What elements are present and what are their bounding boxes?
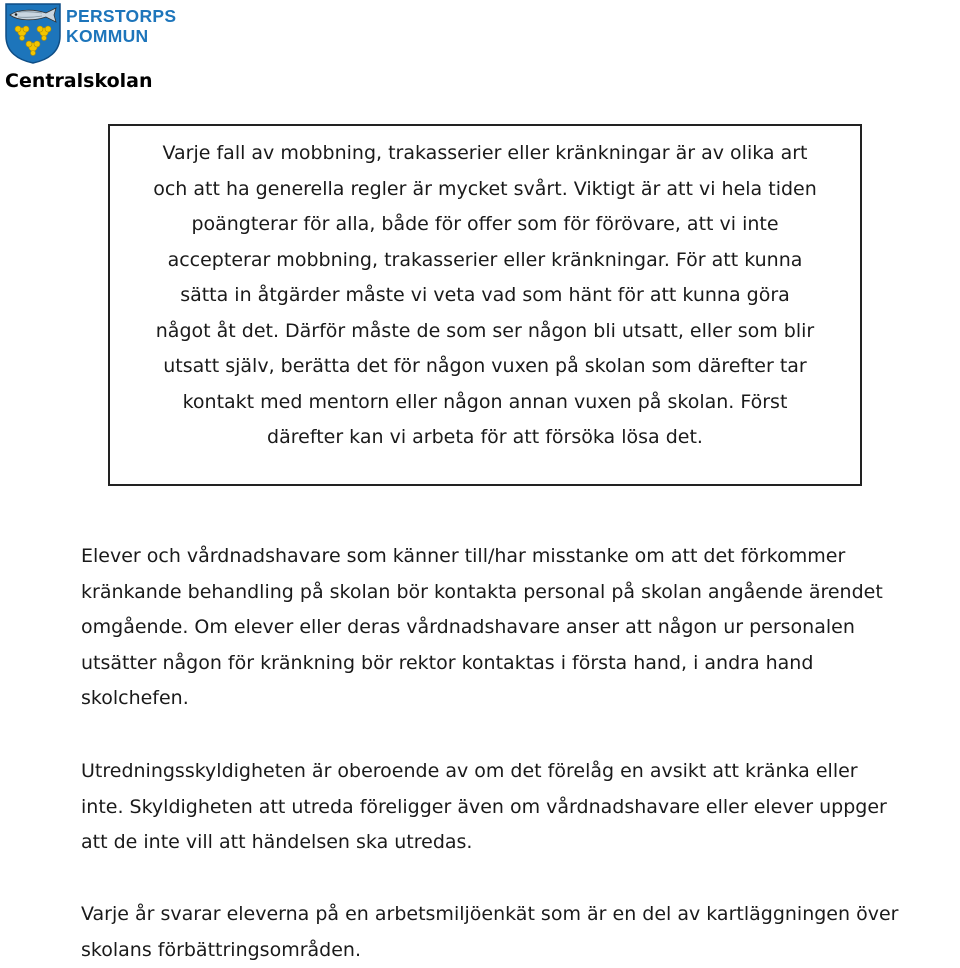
info-box-text	[130, 136, 840, 456]
paragraph-line: kränkande behandling på skolan bör kontakta personal på skolan angående ärendet	[81, 575, 960, 611]
page-header	[4, 2, 176, 64]
info-box-line: och att ha generella regler är mycket svårt. Viktigt är att vi hela tiden	[130, 172, 840, 208]
paragraph-line: att de inte vill att händelsen ska utredas.	[81, 825, 960, 861]
org-name-line2: KOMMUN	[66, 26, 176, 46]
school-title: Centralskolan	[5, 68, 153, 94]
info-box-line: poängterar för alla, både för offer som för förövare, att vi inte	[130, 207, 840, 243]
paragraph-line: Varje år svarar eleverna på en arbetsmiljöenkät som är en del av kartläggningen över	[81, 897, 960, 933]
paragraph-survey	[81, 897, 960, 968]
info-box-line: Varje fall av mobbning, trakasserier eller kränkningar är av olika art	[130, 136, 840, 172]
info-box-line: sätta in åtgärder måste vi veta vad som hänt för att kunna göra	[130, 278, 840, 314]
info-box-line: därefter kan vi arbeta för att försöka lösa det.	[130, 420, 840, 456]
paragraph-line: inte. Skyldigheten att utreda föreligger även om vårdnadshavare eller elever uppger	[81, 790, 960, 826]
org-name	[66, 6, 176, 46]
info-box-line: något åt det. Därför måste de som ser någon bli utsatt, eller som blir	[130, 314, 840, 350]
paragraph-line: omgående. Om elever eller deras vårdnadshavare anser att någon ur personalen	[81, 610, 960, 646]
paragraph-reporting	[81, 539, 960, 717]
paragraph-line: utsätter någon för kränkning bör rektor kontaktas i första hand, i andra hand	[81, 646, 960, 682]
paragraph-line: Utredningsskyldigheten är oberoende av om det förelåg en avsikt att kränka eller	[81, 754, 960, 790]
coat-of-arms-logo	[4, 2, 62, 64]
info-box-line: utsatt själv, berätta det för någon vuxen på skolan som därefter tar	[130, 349, 840, 385]
info-box	[108, 124, 862, 486]
paragraph-line: skolans förbättringsområden.	[81, 933, 960, 968]
org-name-line1: PERSTORPS	[66, 6, 176, 26]
paragraph-line: Elever och vårdnadshavare som känner till/har misstanke om att det förkommer	[81, 539, 960, 575]
info-box-line: kontakt med mentorn eller någon annan vuxen på skolan. Först	[130, 385, 840, 421]
paragraph-investigation-duty	[81, 754, 960, 861]
info-box-line: accepterar mobbning, trakasserier eller kränkningar. För att kunna	[130, 243, 840, 279]
paragraph-line: skolchefen.	[81, 681, 960, 717]
